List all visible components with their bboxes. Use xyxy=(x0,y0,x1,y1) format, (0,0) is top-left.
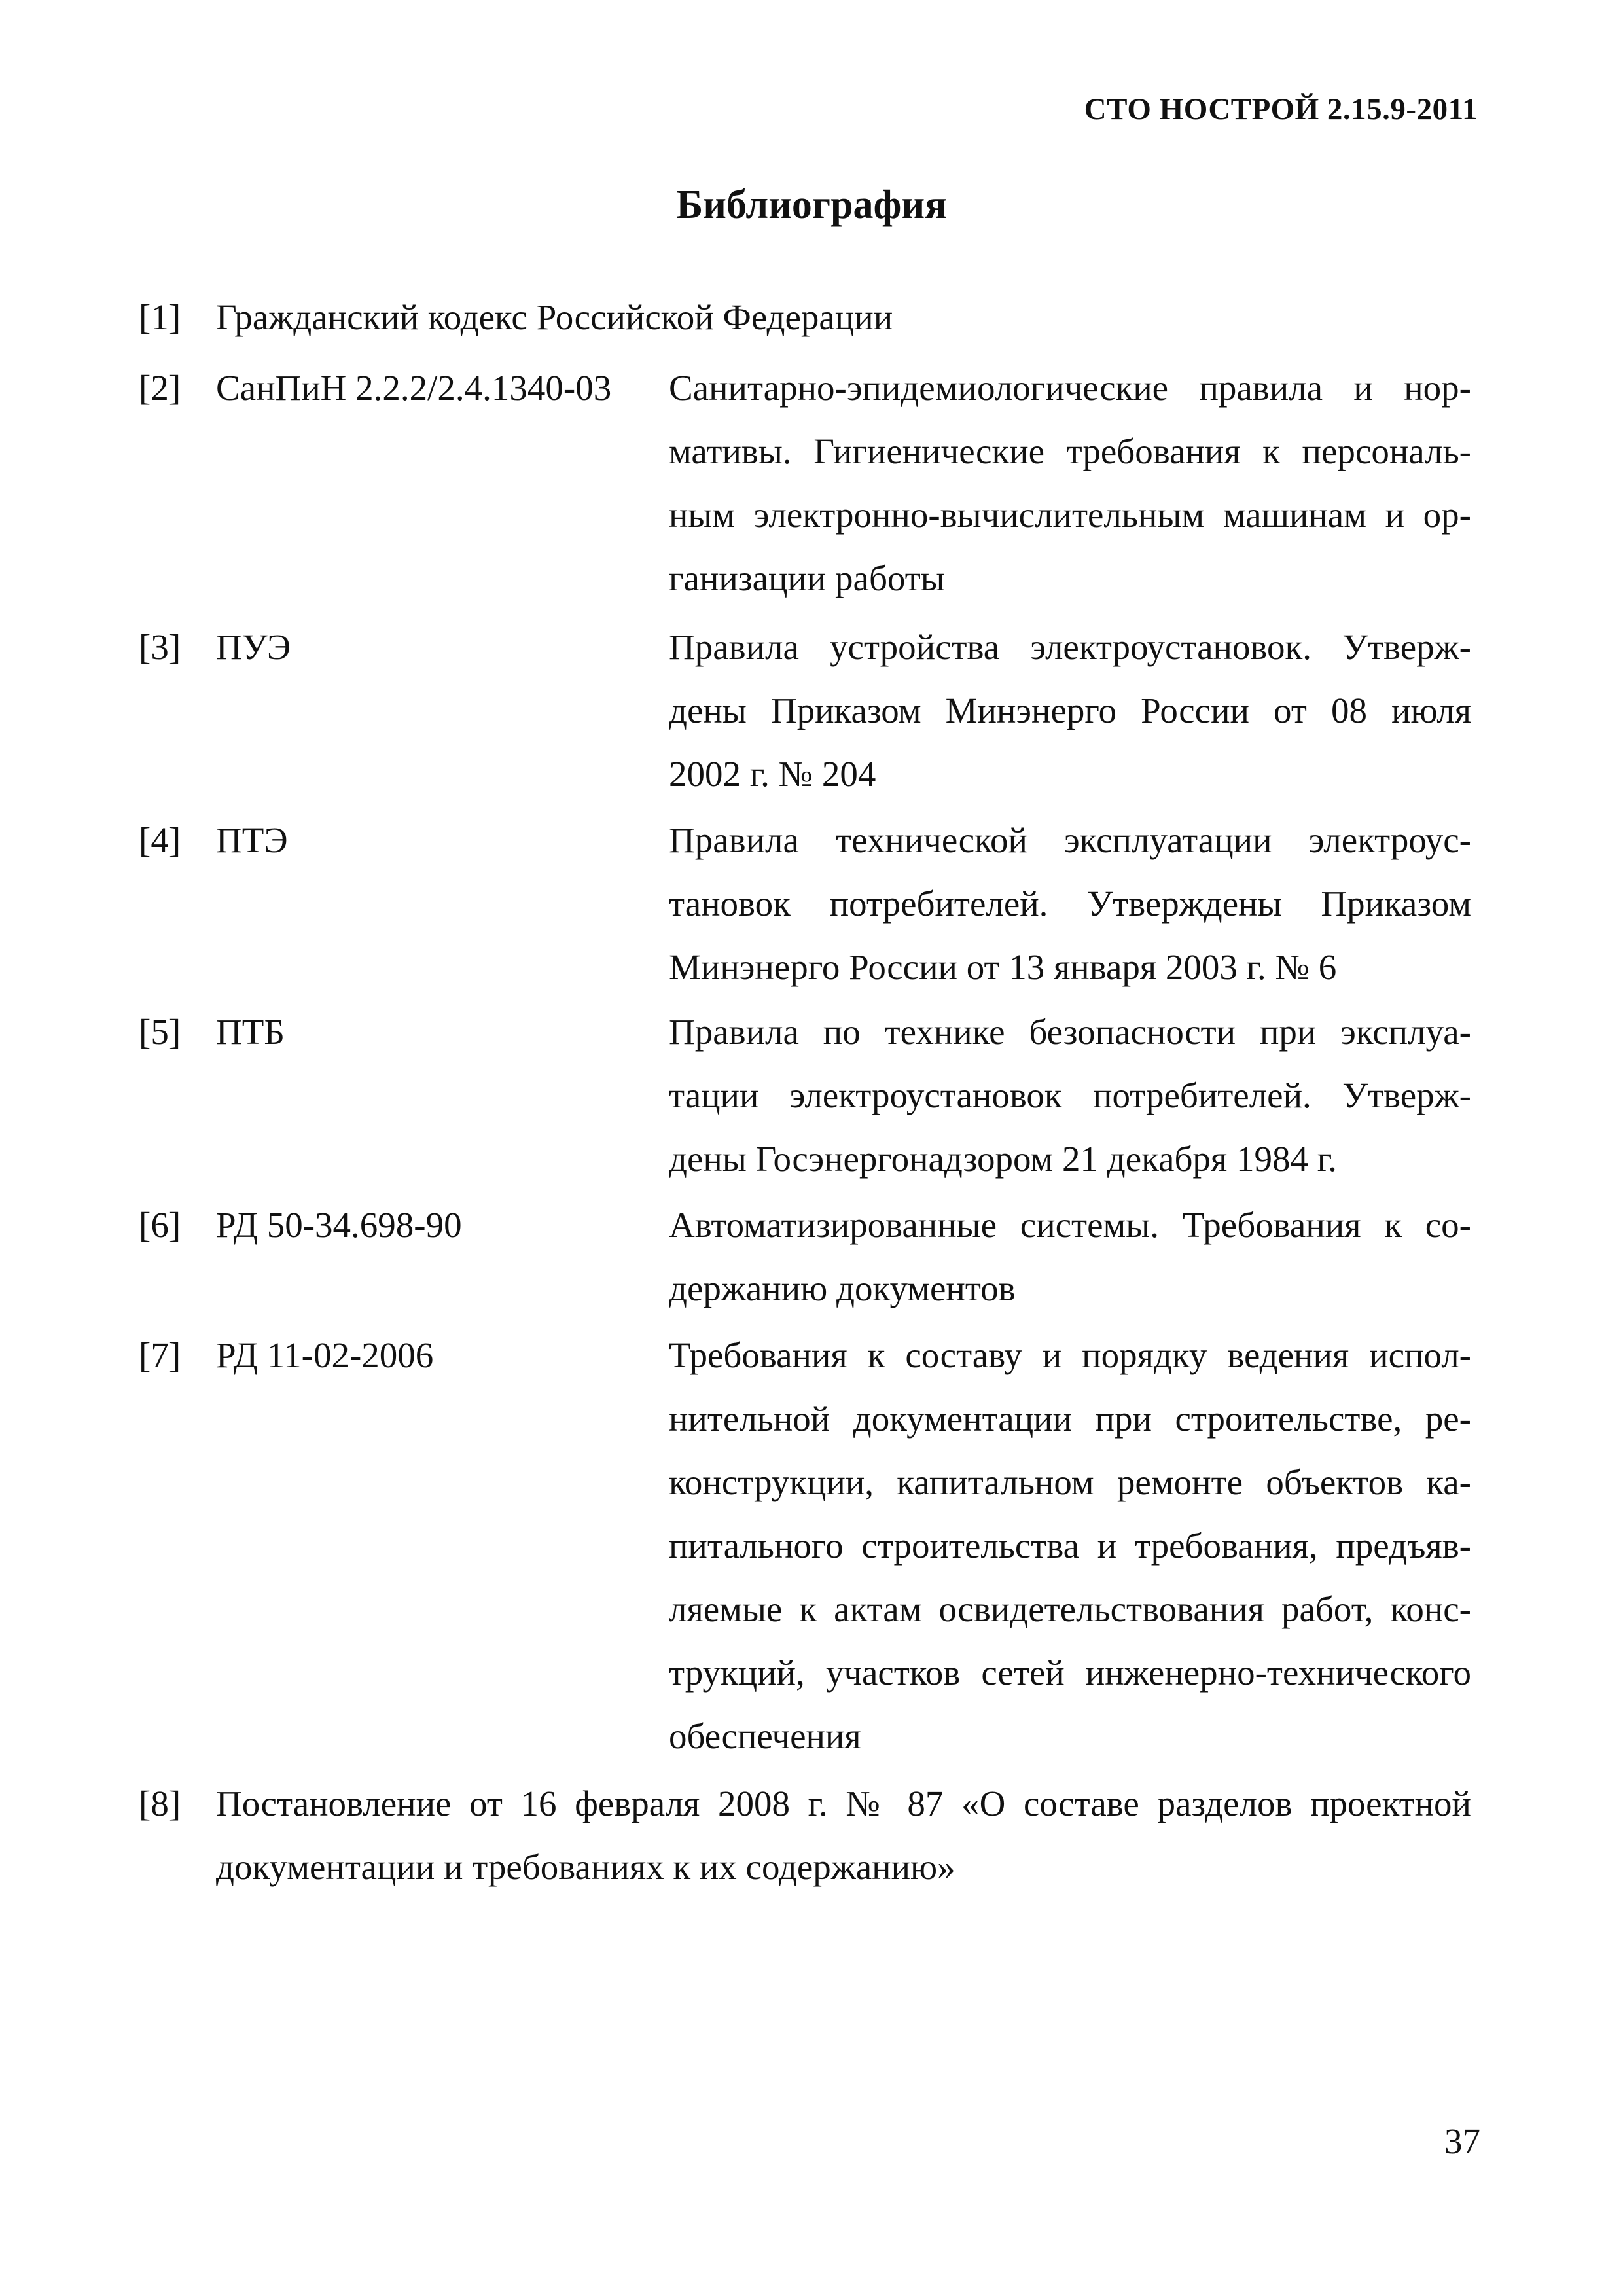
entry-code: РД 50-34.698-90 xyxy=(216,1205,462,1245)
entry-number: [8] xyxy=(139,1784,181,1823)
entry-line: нительной документации при строительстве, ре- xyxy=(669,1399,1471,1439)
entry-description xyxy=(669,808,1471,999)
entry-line: обеспечения xyxy=(669,1716,861,1756)
entry-line: Автоматизированные системы. Требования к со- xyxy=(669,1205,1471,1245)
entry-line: Требования к составу и порядку ведения испол- xyxy=(669,1335,1471,1375)
entry-line: питального строительства и требования, предъяв- xyxy=(669,1526,1471,1566)
entry-number: [3] xyxy=(139,627,181,667)
entry-number: [2] xyxy=(139,368,181,408)
entry-line: документации и требованиях к их содержанию» xyxy=(216,1847,955,1887)
entry-line: ганизации работы xyxy=(669,558,945,598)
entry-line: ным электронно-вычислительным машинам и ор- xyxy=(669,495,1471,535)
entry-number: [6] xyxy=(139,1205,181,1245)
entry-line: Минэнерго России от 13 января 2003 г. № 6 xyxy=(669,947,1337,987)
page-number: 37 xyxy=(1444,2121,1480,2161)
entry-description xyxy=(669,1000,1471,1191)
entry-line: мативы. Гигиенические требования к персональ- xyxy=(669,431,1471,471)
entry-line: ляемые к актам освидетельствования работ, конс- xyxy=(669,1589,1471,1629)
entry-line: дены Приказом Минэнерго России от 08 июля xyxy=(669,691,1471,730)
entry-line: Гражданский кодекс Российской Федерации xyxy=(216,297,893,337)
entry-line: Правила устройства электроустановок. Утверж- xyxy=(669,627,1471,667)
entry-description xyxy=(669,1193,1471,1320)
entry-code: ПТБ xyxy=(216,1012,285,1052)
entry-description xyxy=(669,615,1471,806)
entry-description xyxy=(669,356,1471,610)
entry-line: Правила технической эксплуатации электроус- xyxy=(669,820,1471,860)
entry-line: трукций, участков сетей инженерно-технического xyxy=(669,1653,1471,1693)
entry-line: тановок потребителей. Утверждены Приказом xyxy=(669,884,1471,924)
entry-line: дены Госэнергонадзором 21 декабря 1984 г. xyxy=(669,1139,1337,1179)
entry-number: [1] xyxy=(139,297,181,337)
entry-line: Санитарно-эпидемиологические правила и нор- xyxy=(669,368,1471,408)
entry-code: РД 11-02-2006 xyxy=(216,1335,434,1375)
entry-line: 2002 г. № 204 xyxy=(669,754,876,794)
entry-description xyxy=(216,1772,1471,1899)
entry-number: [7] xyxy=(139,1335,181,1375)
entry-line: тации электроустановок потребителей. Утверж- xyxy=(669,1075,1471,1115)
entry-number: [5] xyxy=(139,1012,181,1052)
entry-code: СанПиН 2.2.2/2.4.1340-03 xyxy=(216,368,612,408)
document-code-header: СТО НОСТРОЙ 2.15.9-2011 xyxy=(1084,92,1478,126)
entry-number: [4] xyxy=(139,820,181,860)
entry-line: Правила по технике безопасности при эксплуа- xyxy=(669,1012,1471,1052)
entry-line: конструкции, капитальном ремонте объектов ка- xyxy=(669,1462,1471,1502)
page-title: Библиография xyxy=(676,183,947,227)
entry-description xyxy=(669,1323,1471,1768)
entry-description xyxy=(216,285,1471,349)
entry-line: держанию документов xyxy=(669,1268,1016,1308)
entry-line: Постановление от 16 февраля 2008 г. № 87 «О составе разделов проектной xyxy=(216,1784,1471,1823)
entry-code: ПУЭ xyxy=(216,627,291,667)
entry-code: ПТЭ xyxy=(216,820,288,860)
